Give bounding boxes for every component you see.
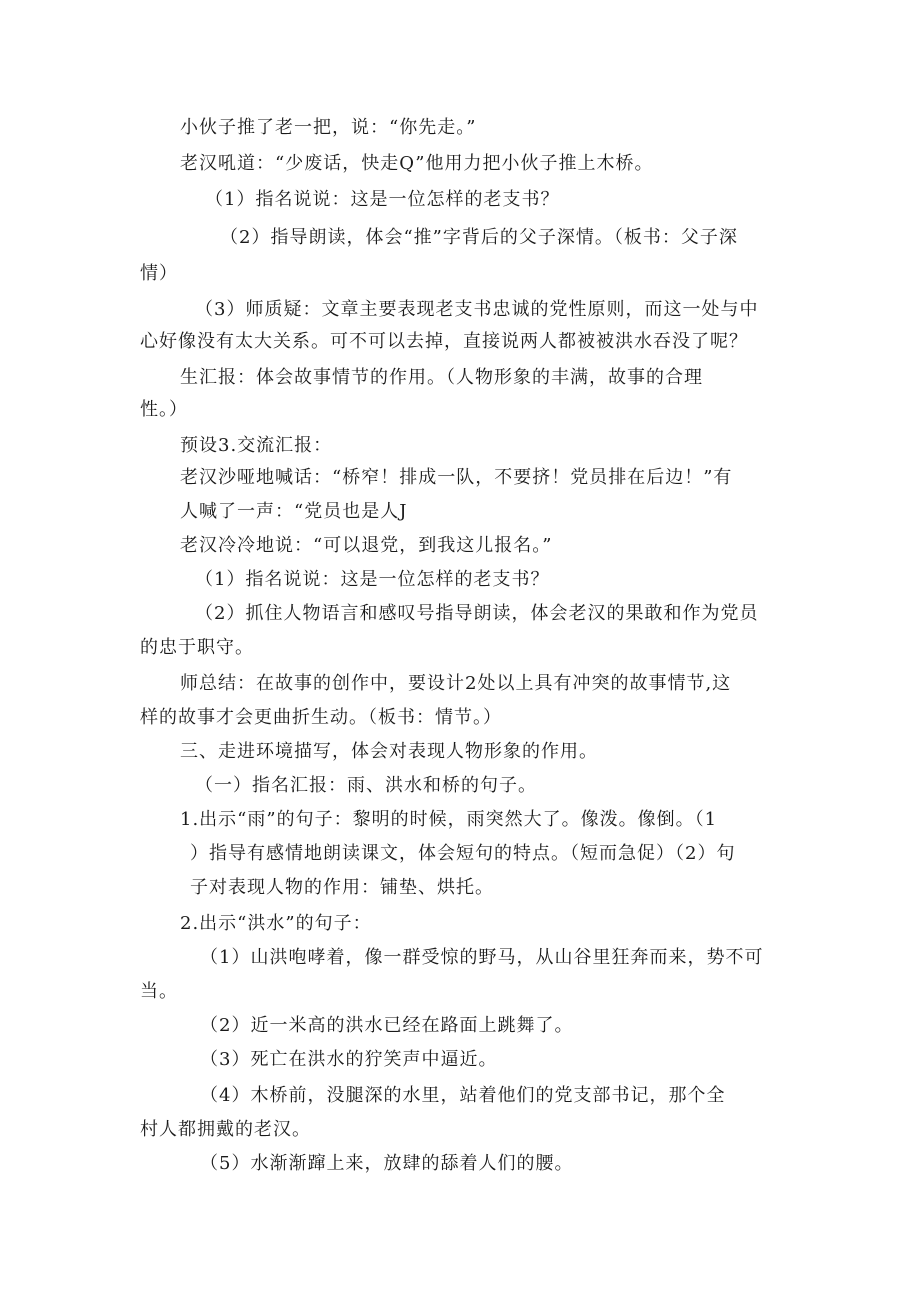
- text-line: 人喊了一声：“党员也是人J: [180, 501, 408, 522]
- text-line: （2）抓住人物语言和感叹号指导朗读，体会老汉的果敢和作为党员: [195, 603, 759, 624]
- section-heading: 三、走进环境描写，体会对表现人物形象的作用。: [180, 741, 598, 762]
- text-line: （1）指名说说：这是一位怎样的老支书？: [195, 569, 550, 590]
- text-line: （1）山洪咆哮着，像一群受惊的野马，从山谷里狂奔而来，势不可: [200, 947, 764, 968]
- text-line: 生汇报：体会故事情节的作用。（人物形象的丰满，故事的合理: [180, 367, 703, 388]
- text-line: 师总结：在故事的创作中，要设计2处以上具有冲突的故事情节,这: [180, 673, 732, 694]
- text-line: 样的故事才会更曲折生动。（板书：情节。）: [140, 707, 502, 728]
- text-line: 的忠于职守。: [140, 637, 254, 658]
- text-line: 老汉吼道：“少废话，快走Q”他用力把小伙子推上木桥。: [180, 153, 654, 174]
- text-line: ）指导有感情地朗读课文，体会短句的特点。（短而急促）（2）句: [190, 843, 736, 864]
- text-line: 1.出示“雨”的句子：黎明的时候，雨突然大了。像泼。像倒。（1: [180, 809, 718, 830]
- text-line: 当。: [140, 981, 178, 1002]
- text-line: 子对表现人物的作用：铺垫、烘托。: [190, 877, 494, 898]
- text-line: （3）师质疑：文章主要表现老支书忠诚的党性原则，而这一处与中: [195, 299, 759, 320]
- text-line: 2.出示“洪水”的句子：: [180, 913, 372, 934]
- text-line: （3）死亡在洪水的狞笑声中逼近。: [200, 1049, 498, 1070]
- text-line: （1）指名说说：这是一位怎样的老支书？: [205, 189, 560, 210]
- text-line: 小伙子推了老一把，说：“你先走。”: [180, 117, 477, 138]
- text-line: 老汉冷冷地说：“可以退党，到我这儿报名。”: [180, 535, 553, 556]
- text-line: 心好像没有太大关系。可不可以去掉，直接说两人都被被洪水吞没了呢？: [140, 331, 748, 352]
- text-line: 性。）: [140, 399, 188, 420]
- text-line: （5）水渐渐蹿上来，放肆的舔着人们的腰。: [200, 1153, 574, 1174]
- text-line: 预设3.交流汇报：: [180, 435, 333, 456]
- text-line: （4）木桥前，没腿深的水里，站着他们的党支部书记，那个全: [200, 1085, 726, 1106]
- subsection-heading: （一）指名汇报：雨、洪水和桥的句子。: [195, 775, 537, 796]
- text-line: 情）: [140, 263, 178, 284]
- text-line: 村人都拥戴的老汉。: [140, 1119, 311, 1140]
- text-line: （2）近一米高的洪水已经在路面上跳舞了。: [200, 1015, 574, 1036]
- text-line: 老汉沙哑地喊话：“桥窄！排成一队，不要挤！党员排在后边！”有: [180, 467, 733, 488]
- text-line: （2）指导朗读，体会“推”字背后的父子深情。（板书：父子深: [220, 227, 738, 248]
